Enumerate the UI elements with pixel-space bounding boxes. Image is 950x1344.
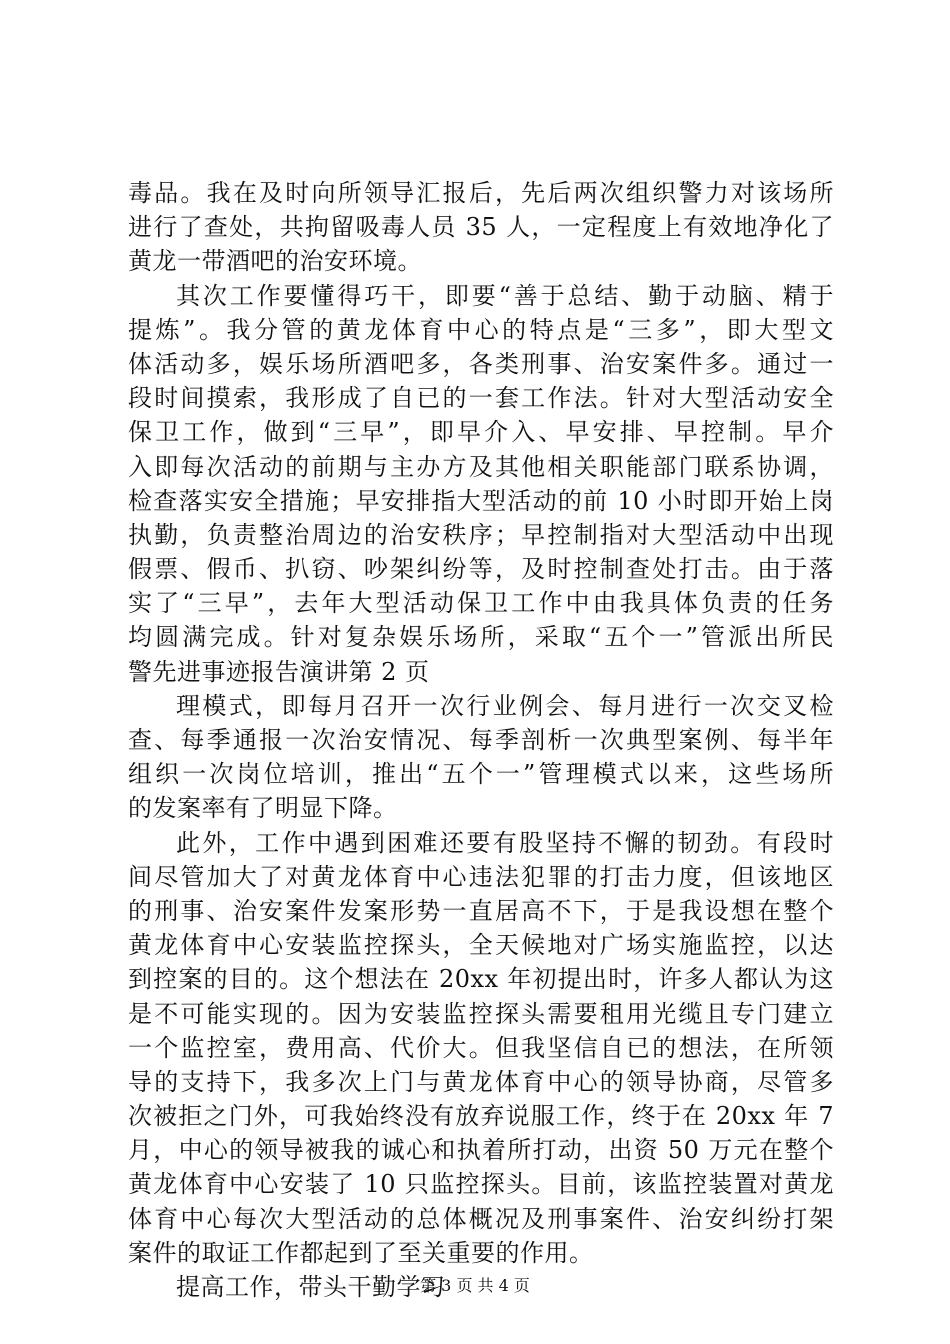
text-line: 均圆满完成。针对复杂娱乐场所，采取“五个一”管派出所民 <box>128 623 834 652</box>
text-line: 次被拒之门外，可我始终没有放弃说服工作，终于在 20xx 年 7 <box>128 1102 834 1131</box>
text-line: 的发案率有了明显下降。 <box>128 794 398 823</box>
text-line: 进行了查处，共拘留吸毒人员 35 人，一定程度上有效地净化了 <box>128 213 834 242</box>
text-line: 组织一次岗位培训，推出“五个一”管理模式以来，这些场所 <box>128 760 834 789</box>
text-line: 提高工作，带头干勤学习 <box>176 1273 446 1301</box>
text-line: 月，中心的领导被我的诚心和执着所打动，出资 50 万元在整个 <box>128 1136 834 1165</box>
text-line: 提炼”。我分管的黄龙体育中心的特点是“三多”，即大型文 <box>128 315 834 344</box>
text-line: 检查落实安全措施；早安排指大型活动的前 10 小时即开始上岗 <box>128 486 834 515</box>
text-line: 执勤，负责整治周边的治安秩序；早控制指对大型活动中出现 <box>128 520 834 549</box>
body-text <box>128 176 834 1304</box>
text-line: 导的支持下，我多次上门与黄龙体育中心的领导协商，尽管多 <box>128 1067 834 1096</box>
text-line: 理模式，即每月召开一次行业例会、每月进行一次交叉检 <box>176 691 834 720</box>
text-line: 保卫工作，做到“三早”，即早介入、早安排、早控制。早介 <box>128 418 834 447</box>
text-line: 间尽管加大了对黄龙体育中心违法犯罪的打击力度，但该地区 <box>128 862 834 891</box>
text-line: 是不可能实现的。因为安装监控探头需要租用光缆且专门建立 <box>128 999 834 1028</box>
text-line: 黄龙一带酒吧的治安环境。 <box>128 247 422 276</box>
text-line: 警先进事迹报告演讲第 2 页 <box>128 657 430 686</box>
text-line: 查、每季通报一次治安情况、每季剖析一次典型案例、每半年 <box>128 726 834 754</box>
text-line: 其次工作要懂得巧干，即要“善于总结、勤于动脑、精于 <box>176 281 834 310</box>
text-line: 假票、假币、扒窃、吵架纠纷等，及时控制查处打击。由于落 <box>128 555 834 584</box>
text-line: 案件的取证工作都起到了至关重要的作用。 <box>128 1238 594 1267</box>
text-line: 到控案的目的。这个想法在 20xx 年初提出时，许多人都认为这 <box>128 965 834 994</box>
text-line: 黄龙体育中心安装了 10 只监控探头。目前，该监控装置对黄龙 <box>128 1170 834 1199</box>
text-line: 毒品。我在及时向所领导汇报后，先后两次组织警力对该场所 <box>128 179 834 207</box>
text-line: 体活动多，娱乐场所酒吧多，各类刑事、治安案件多。通过一 <box>128 349 834 378</box>
page-footer: 第 3 页 共 4 页 <box>420 1276 530 1295</box>
text-line: 此外，工作中遇到困难还要有股坚持不懈的韧劲。有段时 <box>176 828 834 857</box>
text-line: 段时间摸索，我形成了自已的一套工作法。针对大型活动安全 <box>128 384 834 413</box>
text-line: 一个监控室，费用高、代价大。但我坚信自已的想法，在所领 <box>128 1033 834 1062</box>
text-line: 黄龙体育中心安装监控探头，全天候地对广场实施监控，以达 <box>128 931 834 960</box>
text-line: 体育中心每次大型活动的总体概况及刑事案件、治安纠纷打架 <box>128 1204 834 1233</box>
text-line: 实了“三早”，去年大型活动保卫工作中由我具体负责的任务 <box>128 589 834 618</box>
text-line: 入即每次活动的前期与主办方及其他相关职能部门联系协调， <box>128 452 834 481</box>
text-line: 的刑事、治安案件发案形势一直居高不下，于是我设想在整个 <box>128 896 834 925</box>
